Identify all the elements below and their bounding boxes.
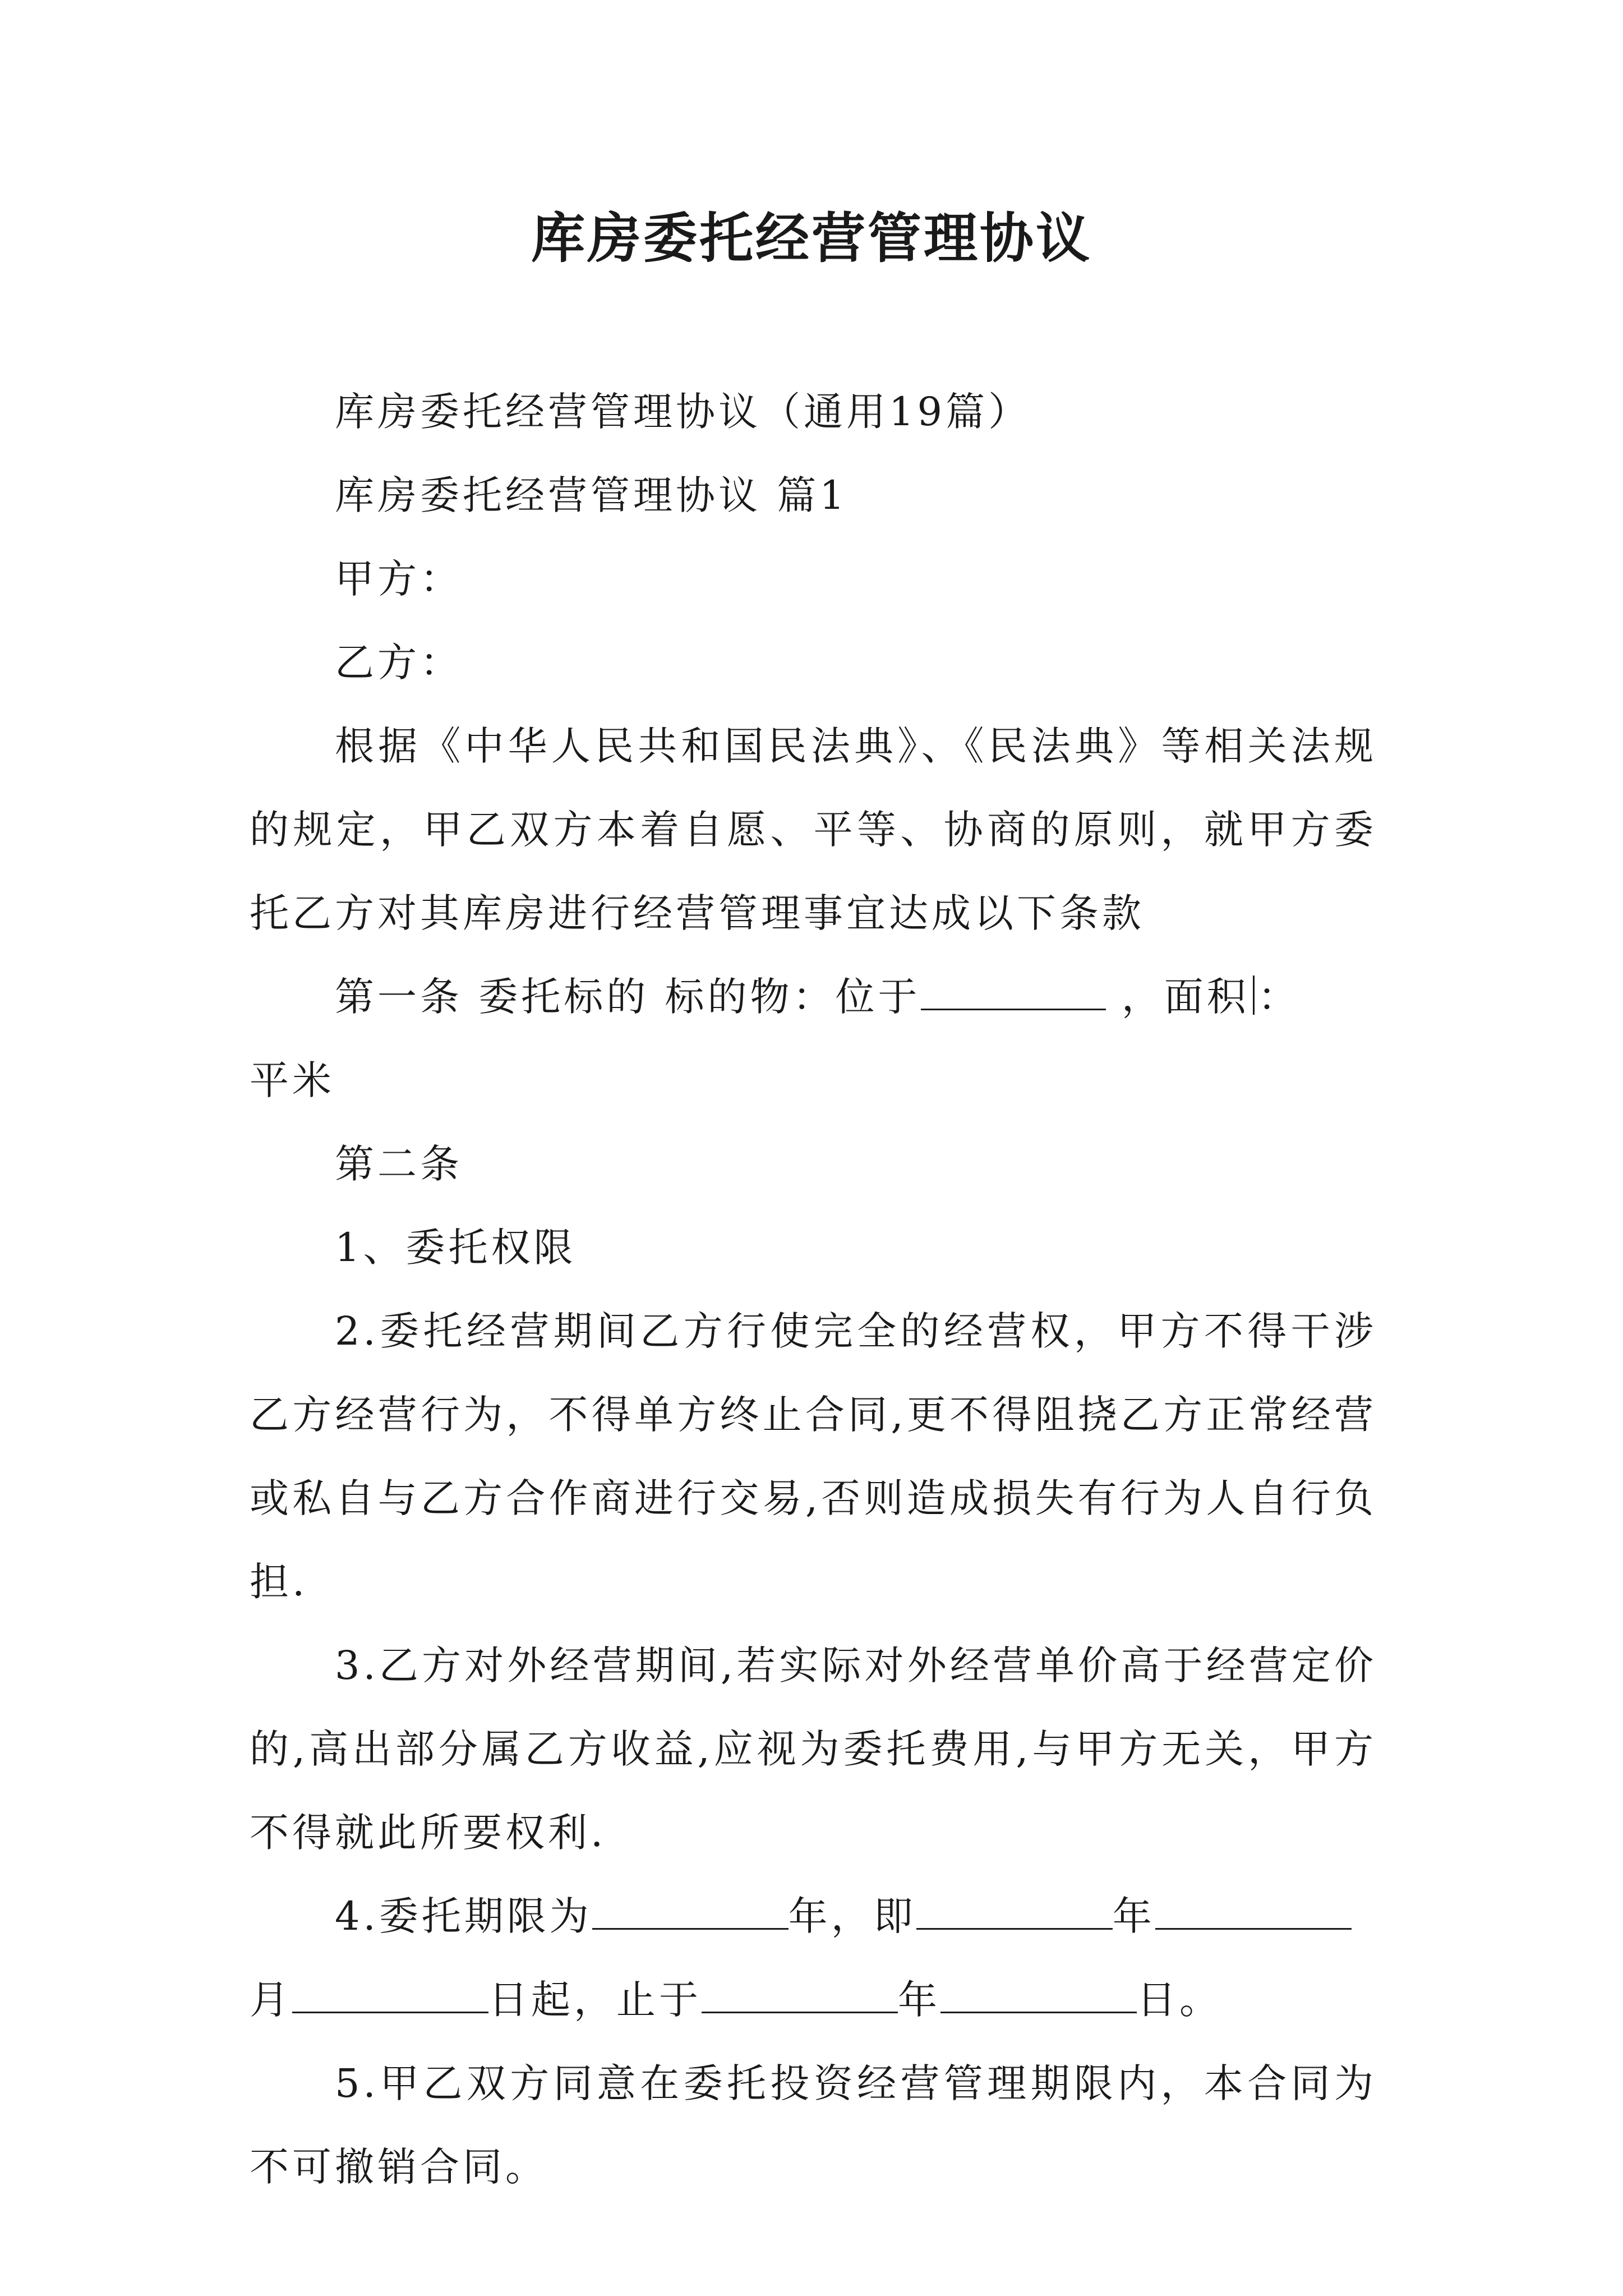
item-4: [250, 1875, 1377, 2042]
item-4-term-label: 4.委托期限为: [335, 1893, 592, 1939]
area-label: ，面积: [1121, 974, 1249, 1020]
end-day-blank: [940, 1979, 1137, 2013]
document-title: 库房委托经营管理协议: [531, 206, 1092, 270]
article-1-paragraph: [250, 955, 1377, 1122]
item-4-end-label: 日起，止于: [488, 1977, 702, 2023]
item-4-end-year-label: 年: [898, 1977, 940, 2023]
text-cursor: [1253, 976, 1255, 1015]
document-subtitle: 库房委托经营管理协议（通用19篇）: [335, 389, 1031, 435]
start-month-blank: [1155, 1895, 1352, 1930]
party-b-line: 乙方：: [335, 639, 463, 685]
term-years-blank: [592, 1895, 789, 1930]
area-unit: 平米: [250, 1057, 335, 1103]
start-day-blank: [292, 1979, 488, 2013]
article-1-label: 第一条 委托标的 标的物：位于: [335, 974, 921, 1020]
end-year-blank: [702, 1979, 898, 2013]
item-3: 3.乙方对外经营期间,若实际对外经营单价高于经营定价的,高出部分属乙方收益,应视为委托费用,与甲方无关，甲方不得就此所要权利.: [250, 1642, 1377, 1856]
article-2-heading: 第二条: [335, 1141, 463, 1187]
item-4-start-label: 年，即: [788, 1893, 916, 1939]
area-colon: ：: [1257, 974, 1301, 1020]
item-1: 1、委托权限: [335, 1225, 577, 1271]
item-4-month-label: 月: [250, 1977, 292, 2023]
section-heading: 库房委托经营管理协议 篇1: [335, 472, 848, 518]
item-4-day-label: 日。: [1137, 1977, 1222, 2023]
document-body: [250, 370, 1377, 2209]
preamble-paragraph: 根据《中华人民共和国民法典》、《民法典》等相关法规的规定，甲乙双方本着自愿、平等、协商的原则，就甲方委托乙方对其库房进行经营管理事宜达成以下条款: [250, 723, 1377, 936]
start-year-blank: [916, 1895, 1113, 1930]
item-5: 5.甲乙双方同意在委托投资经营管理期限内，本合同为不可撤销合同。: [250, 2060, 1377, 2190]
item-4-year-label: 年: [1112, 1893, 1155, 1939]
location-blank: [921, 976, 1106, 1010]
party-a-line: 甲方：: [335, 556, 463, 602]
item-2: 2.委托经营期间乙方行使完全的经营权，甲方不得干涉乙方经营行为，不得单方终止合同,更不得阻挠乙方正常经营或私自与乙方合作商进行交易,否则造成损失有行为人自行负担.: [250, 1308, 1377, 1605]
